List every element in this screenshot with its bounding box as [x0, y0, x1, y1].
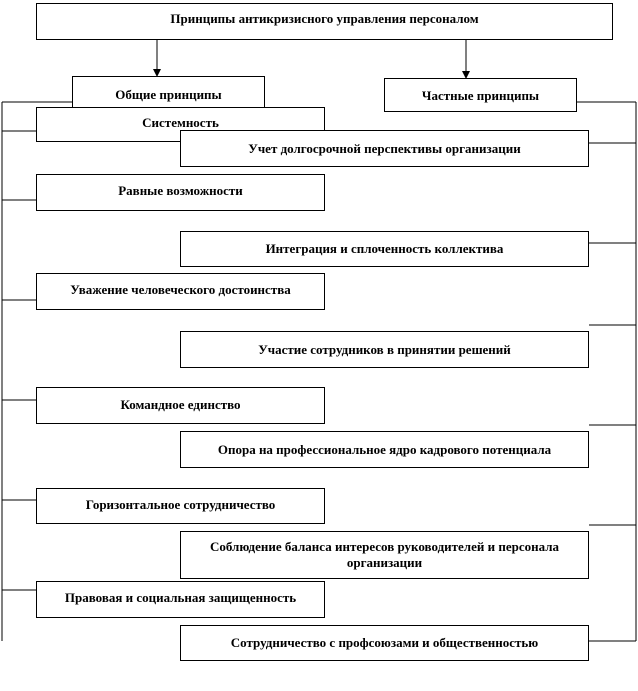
- specific-principle-box: [180, 231, 589, 267]
- title-box: [36, 3, 613, 40]
- general-principle-label: Командное единство: [120, 397, 241, 412]
- specific-principle-label: Опора на профессиональное ядро кадрового потенциала: [217, 442, 552, 457]
- title-text: Принципы антикризисного управления персоналом: [170, 11, 479, 26]
- specific-principle-label: Сотрудничество с профсоюзами и общественностью: [230, 635, 539, 650]
- general-principle-box: [36, 488, 325, 524]
- specific-principle-box: [180, 431, 589, 468]
- specific-principle-box: [180, 331, 589, 368]
- general-principle-label: Равные возможности: [118, 183, 243, 198]
- specific-principle-box: [180, 531, 589, 579]
- specific-principle-label: Участие сотрудников в принятии решений: [258, 342, 511, 357]
- specific-principles-box: [384, 78, 577, 112]
- general-principle-box: [36, 581, 325, 618]
- specific-principle-label: Соблюдение баланса интересов руководителей и персонала организации: [209, 539, 560, 570]
- specific-principle-box: [180, 130, 589, 167]
- general-principle-label: Правовая и социальная защищенность: [64, 590, 297, 605]
- general-principles-box: [72, 76, 265, 108]
- specific-principle-label: Интеграция и сплоченность коллектива: [265, 241, 504, 256]
- general-principles-label: Общие принципы: [115, 87, 222, 102]
- general-principle-box: [36, 273, 325, 310]
- specific-principle-box: [180, 625, 589, 661]
- general-principle-box: [36, 387, 325, 424]
- specific-principle-label: Учет долгосрочной перспективы организации: [248, 141, 521, 156]
- specific-principles-label: Частные принципы: [421, 88, 540, 103]
- general-principle-label: Системность: [142, 115, 219, 130]
- general-principle-label: Горизонтальное сотрудничество: [85, 497, 276, 512]
- general-principle-label: Уважение человеческого достоинства: [70, 282, 291, 297]
- general-principle-box: [36, 174, 325, 211]
